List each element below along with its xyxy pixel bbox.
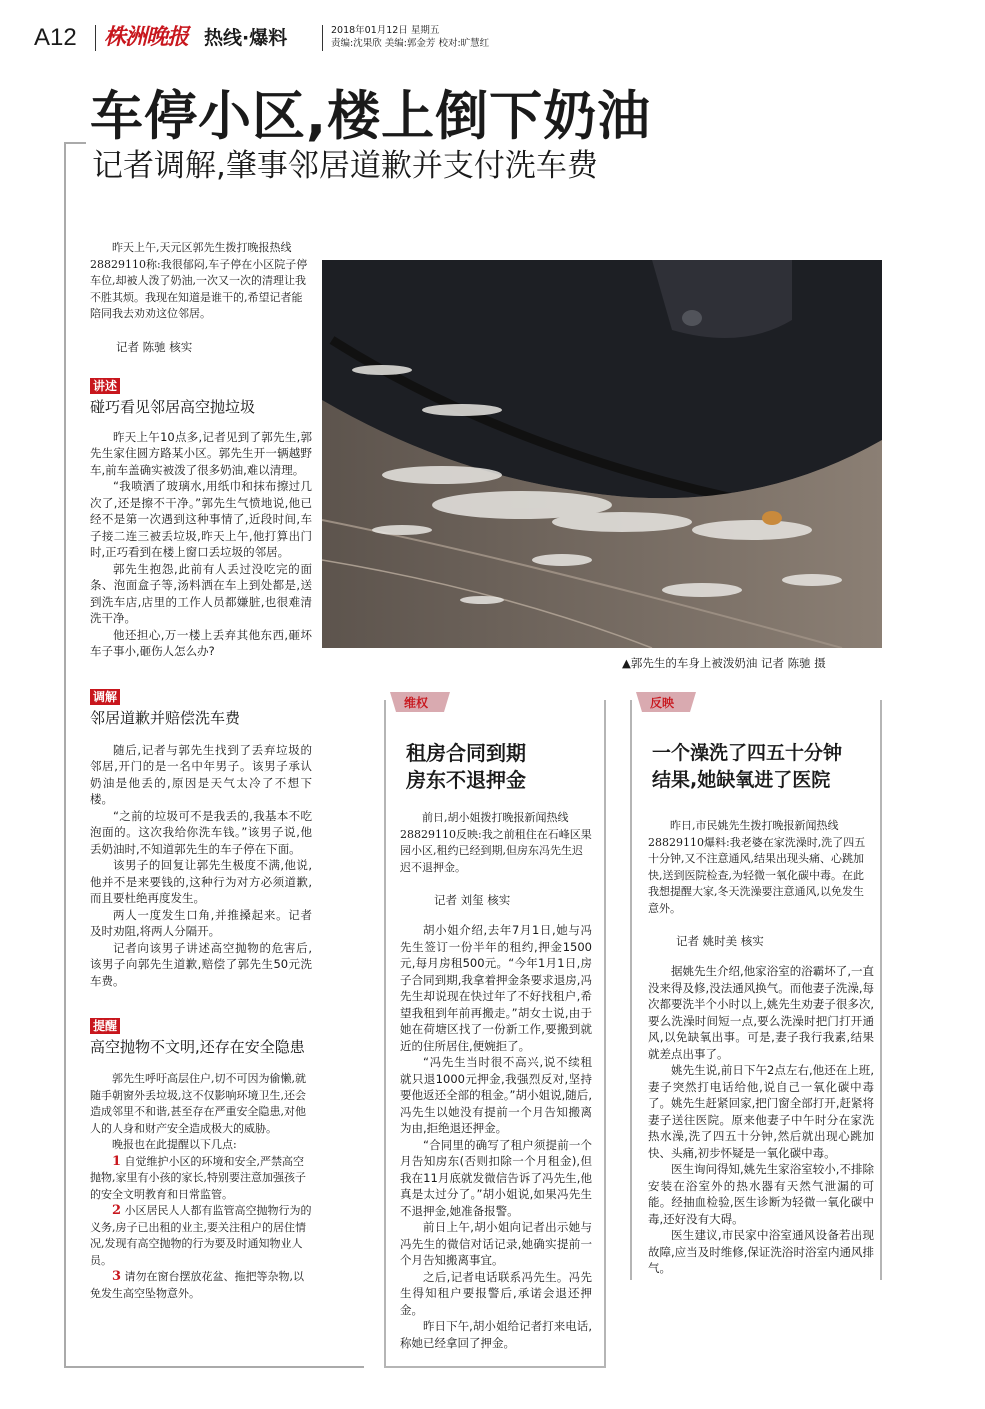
section-mediation (90, 686, 312, 990)
section-title: 高空抛物不文明,还存在安全隐患 (90, 1038, 305, 1056)
tip-text: 自觉维护小区的环境和安全,严禁高空抛物,家里有小孩的家长,特别要注意加强孩子的安全文明教育和日常监管。 (90, 1154, 306, 1201)
story-rent-lede-text: 前日,胡小姐拨打晚报新闻热线28829110反映:我之前租住在石峰区果园小区,租约已经到期,但房东冯先生迟迟不退押金。 (400, 811, 592, 874)
title-line: 结果,她缺氧进了医院 (652, 769, 831, 791)
story-bath-lede-text: 昨日,市民姚先生拨打晚报新闻热线28829110爆料:我老婆在家洗澡时,洗了四五十分钟,又不注意通风,结果出现头痛、心跳加快,送到医院检查,为轻微一氧化碳中毒。在此我想提醒大家,冬天洗澡要注意通风,以免发生意外。 (648, 819, 866, 915)
title-line: 一个澡洗了四五十分钟 (652, 742, 843, 764)
subheadline: 记者调解,肇事邻居道歉并支付洗车费 (92, 148, 598, 184)
main-story-byline: 记者 陈驰 核实 (116, 339, 193, 354)
story-bath-lede (648, 818, 874, 917)
section-title: 碰巧看见邻居高空抛垃圾 (90, 397, 256, 416)
paragraph: 昨日下午,胡小姐给记者打来电话,称她已经拿回了押金。 (400, 1319, 592, 1350)
paragraph: 姚先生说,前日下午2点左右,他还在上班,妻子突然打电话给他,说自己一氧化碳中毒了。姚先生赶紧回家,把门窗全部打开,赶紧将妻子送往医院。原来他妻子中午时分在家洗热水澡,洗了四五十分钟,然后就出现心跳加快、头痛,初步怀疑是一氧化碳中毒。 (648, 1063, 874, 1160)
main-story (90, 240, 312, 1302)
section-narrative (90, 375, 312, 660)
headline: 车停小区,楼上倒下奶油 (90, 86, 652, 147)
section-tag: 讲述 (90, 378, 120, 394)
paragraph: 两人一度发生口角,并推搡起来。记者及时劝阻,将两人分隔开。 (90, 907, 312, 938)
date-line: 2018年01月12日 星期五 (331, 25, 440, 36)
section-tag: 提醒 (90, 1018, 120, 1034)
paragraph: 郭先生抱怨,此前有人丢过没吃完的面条、泡面盒子等,汤料洒在车上到处都是,送到洗车店,店里的工作人员都嫌脏,也很难清洗干净。 (90, 561, 312, 625)
tip-number: 1 (112, 1153, 122, 1169)
masthead-divider (95, 25, 96, 51)
paragraph: 该男子的回复让郭先生极度不满,他说,他并不是来要钱的,这种行为对方必须道歉,而且要杜绝再度发生。 (90, 858, 312, 905)
paragraph: “我喷洒了玻璃水,用纸巾和抹布擦过几次了,还是擦不干净。”郭先生气愤地说,他已经不是第一次遇到这种事情了,近段时间,车子接二连三被丢垃圾,昨天上午,他打算出门时,正巧看到在楼上窗口丢垃圾的邻居。 (90, 479, 312, 559)
masthead (0, 0, 985, 56)
story-rent-body (400, 922, 592, 1351)
paragraph: 之后,记者电话联系冯先生。冯先生得知租户要报警后,承诺会退还押金。 (400, 1269, 592, 1317)
photo-caption-text: ▲郭先生的车身上被泼奶油 记者 陈驰 摄 (622, 656, 826, 670)
paragraph: 医生建议,市民家中浴室通风设备若出现故障,应当及时维修,保证洗浴时浴室内通风排气。 (648, 1228, 874, 1275)
tip-number: 2 (112, 1203, 122, 1218)
car-hood-photo (322, 260, 882, 648)
story-rent-tag-label: 维权 (404, 696, 429, 710)
story-bath-byline: 记者 姚时美 核实 (676, 934, 764, 948)
paragraph: 据姚先生介绍,他家浴室的浴霸坏了,一直没来得及修,没法通风换气。而他妻子洗澡,每次都要洗半个小时以上,姚先生劝妻子很多次,要么洗澡时间短一点,要么洗澡时把门打开通风,以免缺氧出事。可是,妻子我行我素,结果就差点出事了。 (648, 964, 874, 1061)
story-bath-body (648, 963, 874, 1277)
photo-caption (622, 656, 826, 670)
frame-top-rule (64, 142, 86, 144)
tip-text: 小区居民人人都有监管高空抛物行为的义务,房子已出租的业主,要关注租户的居住情况,发现有高空抛物的行为要及时通知物业人员。 (90, 1204, 312, 1267)
paragraph: 记者向该男子讲述高空抛物的危害后,该男子向郭先生道歉,赔偿了郭先生50元洗车费。 (90, 940, 312, 988)
section-body (90, 742, 312, 990)
section-name-dot: · (242, 27, 250, 49)
staff-line: 责编:沈果欣 美编:郭金芳 校对:旷慧红 (331, 38, 490, 49)
paragraph: 郭先生呼吁高层住户,切不可因为偷懒,就随手朝窗外丢垃圾,这不仅影响环境卫生,还会造成邻里不和谐,甚至存在严重安全隐患,对他人的人身和财产安全造成极大的威胁。 (90, 1072, 306, 1135)
story-bath-title (648, 740, 874, 794)
section-name-a: 热线 (204, 27, 243, 49)
section-tag: 调解 (90, 689, 120, 705)
story-rent-lede (400, 810, 592, 876)
story-rent-title (400, 740, 592, 794)
frame-bottom-rule (64, 1366, 364, 1368)
story-rent (400, 740, 592, 1351)
tip-item (90, 1269, 312, 1302)
story-bath (648, 740, 874, 1277)
paragraph: 前日上午,胡小姐向记者出示她与冯先生的微信对话记录,她确实提前一个月告知搬离事宜。 (400, 1220, 592, 1267)
paragraph: “冯先生当时很不高兴,说不续租就只退1000元押金,我强烈反对,坚持要他返还全部的租金。”胡小姐说,随后,冯先生以她没有提前一个月告知搬离为由,拒绝退还押金。 (400, 1055, 592, 1135)
main-story-lede-text: 昨天上午,天元区郭先生拨打晚报热线28829110称:我很郁闷,车子停在小区院子停车位,却被人泼了奶油,一次又一次的清理让我不胜其烦。我现在知道是谁干的,希望记者能陪同我去劝劝这位邻居。 (90, 241, 308, 320)
tip-text: 请勿在窗台摆放花盆、拖把等杂物,以免发生高空坠物意外。 (90, 1270, 305, 1300)
section-body (90, 429, 312, 660)
section-reminder (90, 1015, 312, 1302)
paragraph: 昨天上午10点多,记者见到了郭先生,郭先生家住圆方路某小区。郭先生开一辆越野车,前车盖确实被泼了很多奶油,难以清理。 (90, 429, 312, 477)
main-story-lede (90, 240, 312, 323)
section-title: 邻居道歉并赔偿洗车费 (90, 708, 241, 727)
section-body (90, 1071, 312, 1302)
frame-left-rule (64, 142, 66, 1368)
story-bath-tag-label: 反映 (650, 696, 675, 710)
paragraph: 他还担心,万一楼上丢弃其他东西,砸坏车子事小,砸伤人怎么办? (90, 627, 312, 658)
title-line: 房东不退押金 (406, 768, 526, 792)
news-photo (322, 260, 882, 648)
paragraph: 随后,记者与郭先生找到了丢弃垃圾的邻居,开门的是一名中年男子。该男子承认奶油是他丢的,原因是天气太冷了不想下楼。 (90, 742, 312, 806)
story-bath-tag (636, 692, 696, 712)
section-name-b: 爆料 (249, 27, 288, 49)
paragraph: 胡小姐介绍,去年7月1日,她与冯先生签订一份半年的租约,押金1500元,每月房租500元。“今年1月1日,房子合同到期,我拿着押金条要求退房,冯先生却说现在快过年了不好找租户,希望我租到年前再搬走。”胡女士说,由于她在荷塘区找了一份新工作,要搬到就近的住所居住,便婉拒了。 (400, 923, 592, 1053)
paragraph: “之前的垃圾可不是我丢的,我基本不吃泡面的。这次我给你洗车钱。”该男子说,他丢奶油时,不知道郭先生的车子停在下面。 (90, 808, 312, 856)
page-number: A12 (34, 24, 77, 51)
paragraph: 医生询问得知,姚先生家浴室较小,不排除安装在浴室外的热水器有天然气泄漏的可能。经抽血检验,医生诊断为轻微一氧化碳中毒,还好没有大碍。 (648, 1162, 874, 1226)
story-rent-tag (390, 692, 450, 712)
masthead-divider-2 (322, 25, 323, 51)
paragraph: “合同里的确写了租户须提前一个月告知房东(否则扣除一个月租金),但我在11月底就发微信告诉了冯先生,他真是太过分了。”胡小姐说,如果冯先生不退押金,她准备报警。 (400, 1137, 592, 1218)
story-rent-byline: 记者 刘玺 核实 (434, 893, 511, 907)
paper-logo: 株洲晚报 (104, 24, 189, 50)
section-name (204, 26, 287, 50)
paragraph: 晚报也在此提醒以下几点: (112, 1138, 237, 1151)
title-line: 租房合同到期 (406, 741, 526, 765)
tip-item (90, 1203, 312, 1269)
tip-number: 3 (112, 1269, 122, 1284)
tip-item (90, 1154, 312, 1204)
